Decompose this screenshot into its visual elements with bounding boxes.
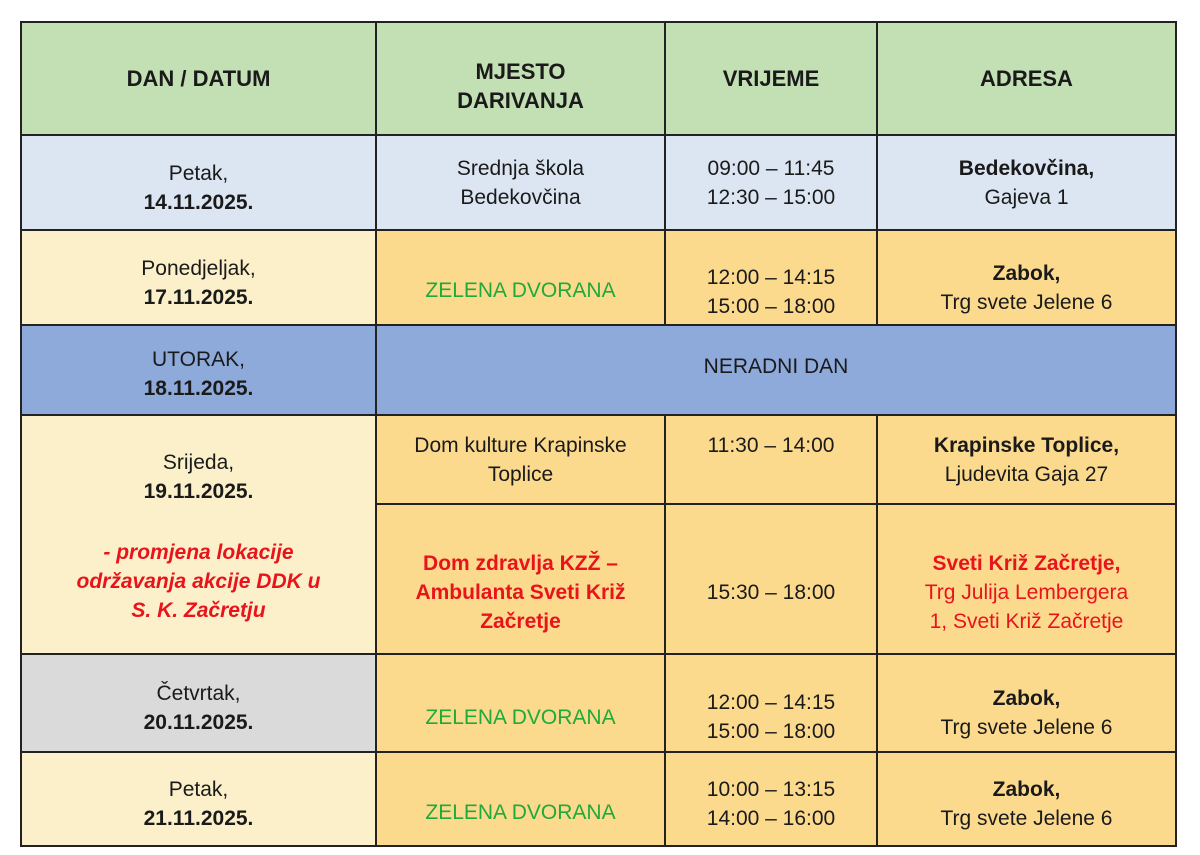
table-row [21,415,1176,504]
address-cell: Zabok, Trg svete Jelene 6 [877,654,1176,752]
day-date: 17.11.2025. [143,285,254,309]
day-cell [21,654,376,752]
day-date: 19.11.2025. [143,480,254,503]
table-row [21,325,1176,415]
location-change-note: - promjena lokacije [103,541,294,564]
place-cell: Dom kulture Krapinske Toplice [376,415,665,504]
place-cell: ZELENA DVORANA [376,230,665,325]
time-cell: 12:00 – 14:15 15:00 – 18:00 [665,654,877,752]
day-name: Petak, [168,778,229,801]
day-cell [21,752,376,846]
day-date: 20.11.2025. [143,711,254,734]
day-name: Četvrtak, [156,682,241,705]
day-cell: Srijeda, 19.11.2025. - promjena lokacije održavanja akcije DDK u S. K. Začretju [21,415,376,654]
table-row [21,654,1176,752]
header-place: MJESTO DARIVANJA [376,22,665,135]
address-cell: Sveti Križ Začretje, Trg Julija Lembergera 1, Sveti Križ Začretje [877,504,1176,654]
header-time: VRIJEME [665,22,877,135]
time-cell: 11:30 – 14:00 [665,415,877,504]
day-name: Srijeda, [162,451,235,474]
place-cell: ZELENA DVORANA [376,752,665,846]
header-address: ADRESA [877,22,1176,135]
day-cell [21,230,376,325]
time-cell: 12:00 – 14:15 15:00 – 18:00 [665,230,877,325]
header-day-date: DAN / DATUM [21,22,376,135]
day-name: Petak, [168,161,229,185]
day-cell [21,135,376,230]
table-row [21,230,1176,325]
table-row [21,135,1176,230]
header-row [21,22,1176,135]
address-cell: Zabok, Trg svete Jelene 6 [877,230,1176,325]
time-cell: 10:00 – 13:15 14:00 – 16:00 [665,752,877,846]
time-cell: 09:00 – 11:45 12:30 – 15:00 [665,135,877,230]
day-date: 14.11.2025. [143,190,254,214]
address-cell: Krapinske Toplice, Ljudevita Gaja 27 [877,415,1176,504]
non-working-day-cell: NERADNI DAN [376,325,1176,415]
day-name: Ponedjeljak, [141,256,256,280]
table-row [21,752,1176,846]
address-cell: Bedekovčina, Gajeva 1 [877,135,1176,230]
place-cell: Srednja škola Bedekovčina [376,135,665,230]
time-cell: 15:30 – 18:00 [665,504,877,654]
place-cell: Dom zdravlja KZŽ – Ambulanta Sveti Križ Začretje [376,504,665,654]
place-cell: ZELENA DVORANA [376,654,665,752]
day-date: 18.11.2025. [143,377,254,400]
day-date: 21.11.2025. [143,807,254,830]
day-name: UTORAK, [152,348,245,371]
address-cell: Zabok, Trg svete Jelene 6 [877,752,1176,846]
blood-donation-schedule-table [20,21,1177,847]
day-cell [21,325,376,415]
